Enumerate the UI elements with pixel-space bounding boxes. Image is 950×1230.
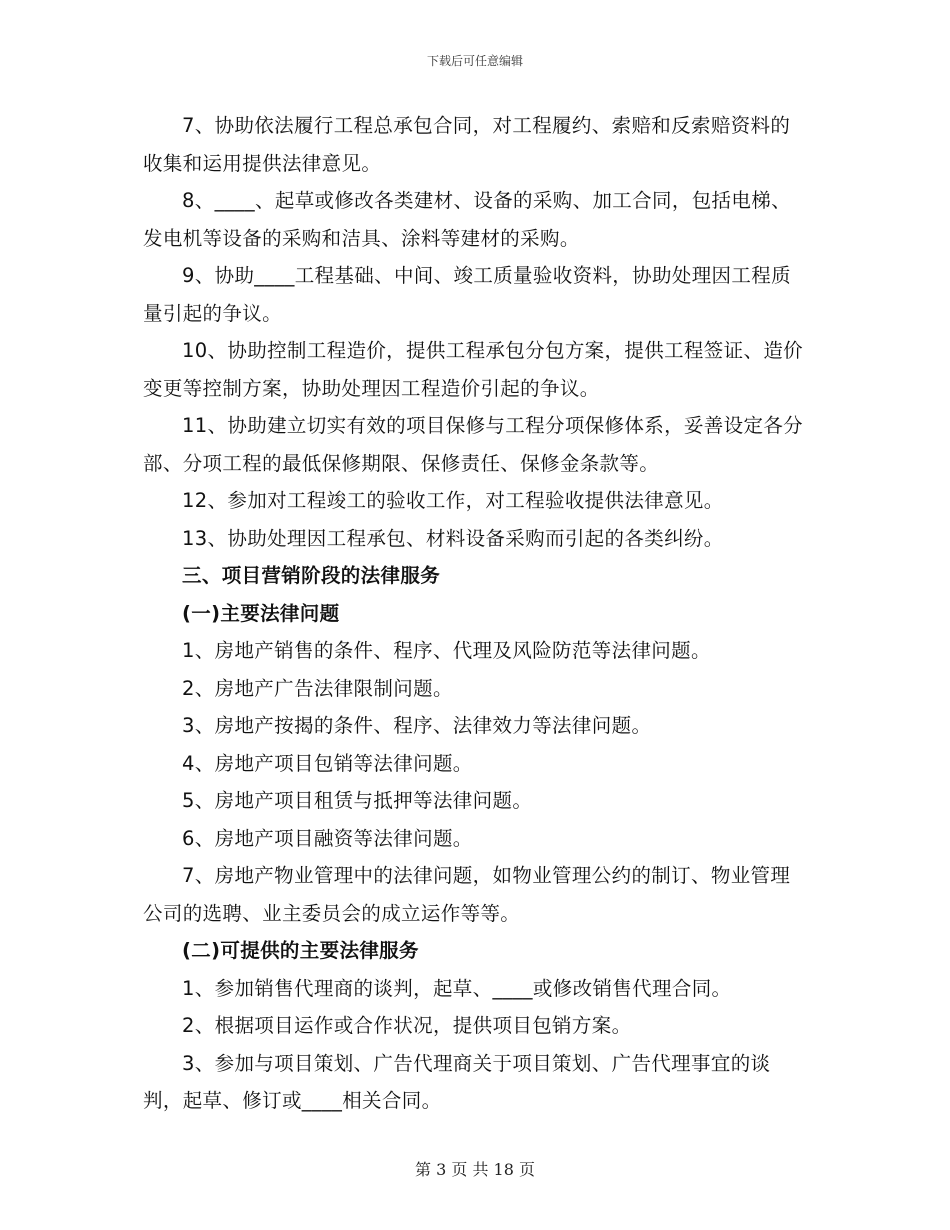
- document-body: [143, 107, 808, 1120]
- paragraph: 12、参加对工程竣工的验收工作，对工程验收提供法律意见。: [182, 489, 724, 512]
- paragraph: 1、房地产销售的条件、程序、代理及风险防范等法律问题。: [182, 639, 711, 662]
- section-heading: 三、项目营销阶段的法律服务: [182, 564, 441, 587]
- paragraph: 11、协助建立切实有效的项目保修与工程分项保修体系，妥善设定各分部、分项工程的最低保修期限、保修责任、保修金条款等。: [143, 414, 804, 475]
- paragraph: 10、协助控制工程造价，提供工程承包分包方案，提供工程签证、造价变更等控制方案，协助处理因工程造价引起的争议。: [143, 339, 804, 400]
- paragraph: 7、房地产物业管理中的法律问题，如物业管理公约的制订、物业管理公司的选聘、业主委员会的成立运作等等。: [143, 864, 791, 925]
- paragraph: 8、____、起草或修改各类建材、设备的采购、加工合同，包括电梯、发电机等设备的采购和洁具、涂料等建材的采购。: [143, 189, 791, 250]
- paragraph: 2、房地产广告法律限制问题。: [182, 676, 453, 700]
- paragraph: 1、参加销售代理商的谈判，起草、____或修改销售代理合同。: [182, 976, 732, 1000]
- page-header: 下载后可任意编辑: [426, 54, 523, 68]
- paragraph: 3、房地产按揭的条件、程序、法律效力等法律问题。: [182, 714, 652, 737]
- paragraph: 2、根据项目运作或合作状况，提供项目包销方案。: [182, 1014, 632, 1037]
- paragraph: 13、协助处理因工程承包、材料设备采购而引起的各类纠纷。: [182, 526, 724, 550]
- subsection-heading: (一)主要法律问题: [182, 601, 340, 625]
- paragraph: 5、房地产项目租赁与抵押等法律问题。: [182, 789, 533, 812]
- page-number: 第 3 页 共 18 页: [415, 1160, 535, 1179]
- paragraph: 3、参加与项目策划、广告代理商关于项目策划、广告代理事宜的谈判，起草、修订或____相关合同。: [143, 1051, 771, 1112]
- subsection-heading: (二)可提供的主要法律服务: [182, 939, 419, 962]
- paragraph: 6、房地产项目融资等法律问题。: [182, 826, 473, 850]
- paragraph: 9、协助____工程基础、中间、竣工质量验收资料，协助处理因工程质量引起的争议。: [143, 264, 791, 325]
- paragraph: 4、房地产项目包销等法律问题。: [182, 751, 473, 775]
- paragraph: 7、协助依法履行工程总承包合同，对工程履约、索赔和反索赔资料的收集和运用提供法律意见。: [143, 114, 791, 175]
